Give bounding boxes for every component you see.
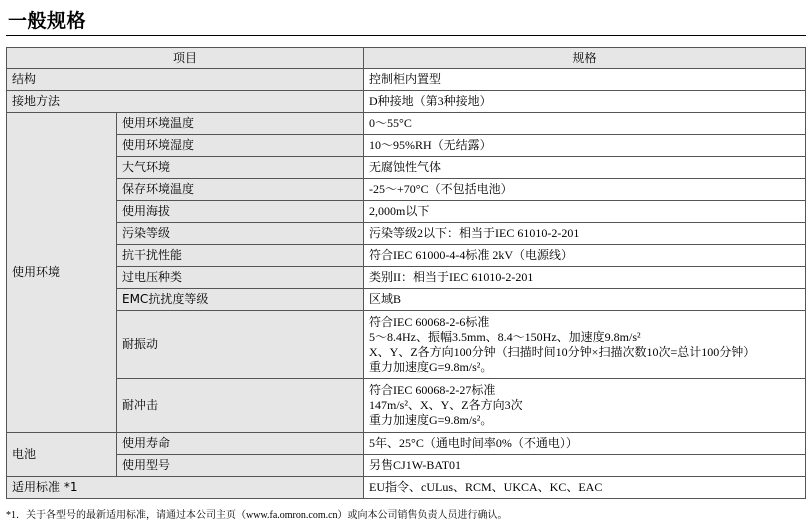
- row-value-standards: EU指令、cULus、RCM、UKCA、KC、EAC: [364, 477, 806, 499]
- vibration-line: 重力加速度G=9.8m/s²。: [369, 359, 493, 374]
- row-value: 污染等级2以下：相当于IEC 61010-2-201: [364, 223, 806, 245]
- row-value: 区域B: [364, 289, 806, 311]
- row-label: 污染等级: [117, 223, 364, 245]
- table-row: [7, 179, 806, 201]
- table-header-row: [7, 48, 806, 69]
- group-label-environment: 使用环境: [7, 113, 117, 433]
- row-value-shock: [364, 379, 806, 433]
- table-row: [7, 267, 806, 289]
- vibration-line: 符合IEC 60068-2-6标准: [369, 314, 490, 329]
- row-label-structure: 结构: [7, 69, 364, 91]
- row-value: 类别II：相当于IEC 61010-2-201: [364, 267, 806, 289]
- group-label-battery: 电池: [7, 433, 117, 477]
- row-label: 使用海拔: [117, 201, 364, 223]
- vibration-line: 5～8.4Hz、振幅3.5mm、8.4～150Hz、加速度9.8m/s²: [369, 329, 641, 344]
- row-value-structure: 控制柜内置型: [364, 69, 806, 91]
- shock-line: 符合IEC 60068-2-27标准: [369, 383, 496, 397]
- vibration-line: X、Y、Z各方向100分钟（扫描时间10分钟×扫描次数10次=总计100分钟）: [369, 344, 756, 359]
- row-value: 10～95%RH（无结露）: [364, 135, 806, 157]
- table-row: [7, 157, 806, 179]
- row-label: 使用寿命: [117, 433, 364, 455]
- table-row: [7, 69, 806, 91]
- row-value: 符合IEC 61000-4-4标准 2kV（电源线）: [364, 245, 806, 267]
- row-value: 5年、25°C（通电时间率0%（不通电））: [364, 433, 806, 455]
- table-row: [7, 135, 806, 157]
- row-value: 另售CJ1W-BAT01: [364, 455, 806, 477]
- page-title: 一般规格: [8, 10, 87, 32]
- shock-line: 147m/s²、X、Y、Z各方向3次: [369, 398, 523, 412]
- row-label: 使用环境湿度: [117, 135, 364, 157]
- row-label: EMC抗扰度等级: [117, 289, 364, 311]
- table-row: [7, 245, 806, 267]
- table-row: [7, 311, 806, 379]
- row-value: -25～+70°C（不包括电池）: [364, 179, 806, 201]
- footnote: *1．关于各型号的最新适用标准，请通过本公司主页（www.fa.omron.com.cn）或向本公司销售负责人员进行确认。: [6, 510, 508, 521]
- title-divider: [6, 35, 806, 36]
- row-label-grounding: 接地方法: [7, 91, 364, 113]
- row-label-standards: 适用标准 *1: [7, 477, 364, 499]
- table-row: [7, 289, 806, 311]
- table-row: [7, 455, 806, 477]
- header-spec: 规格: [364, 48, 806, 69]
- row-value-grounding: D种接地（第3种接地）: [364, 91, 806, 113]
- row-label: 保存环境温度: [117, 179, 364, 201]
- table-row: [7, 433, 806, 455]
- row-label-vibration: 耐振动: [117, 311, 364, 379]
- row-label: 过电压种类: [117, 267, 364, 289]
- table-row: [7, 113, 806, 135]
- table-row: [7, 477, 806, 499]
- shock-line: 重力加速度G=9.8m/s²。: [369, 413, 493, 427]
- row-value: 无腐蚀性气体: [364, 157, 806, 179]
- row-label: 使用型号: [117, 455, 364, 477]
- spec-table: [6, 47, 806, 499]
- row-value: 2,000m以下: [364, 201, 806, 223]
- row-label: 抗干扰性能: [117, 245, 364, 267]
- table-row: [7, 201, 806, 223]
- header-item: 项目: [7, 48, 364, 69]
- row-value-vibration: [364, 311, 806, 379]
- row-label-shock: 耐冲击: [117, 379, 364, 433]
- row-value: 0～55°C: [364, 113, 806, 135]
- table-row: [7, 379, 806, 433]
- table-row: [7, 91, 806, 113]
- row-label: 使用环境温度: [117, 113, 364, 135]
- table-row: [7, 223, 806, 245]
- row-label: 大气环境: [117, 157, 364, 179]
